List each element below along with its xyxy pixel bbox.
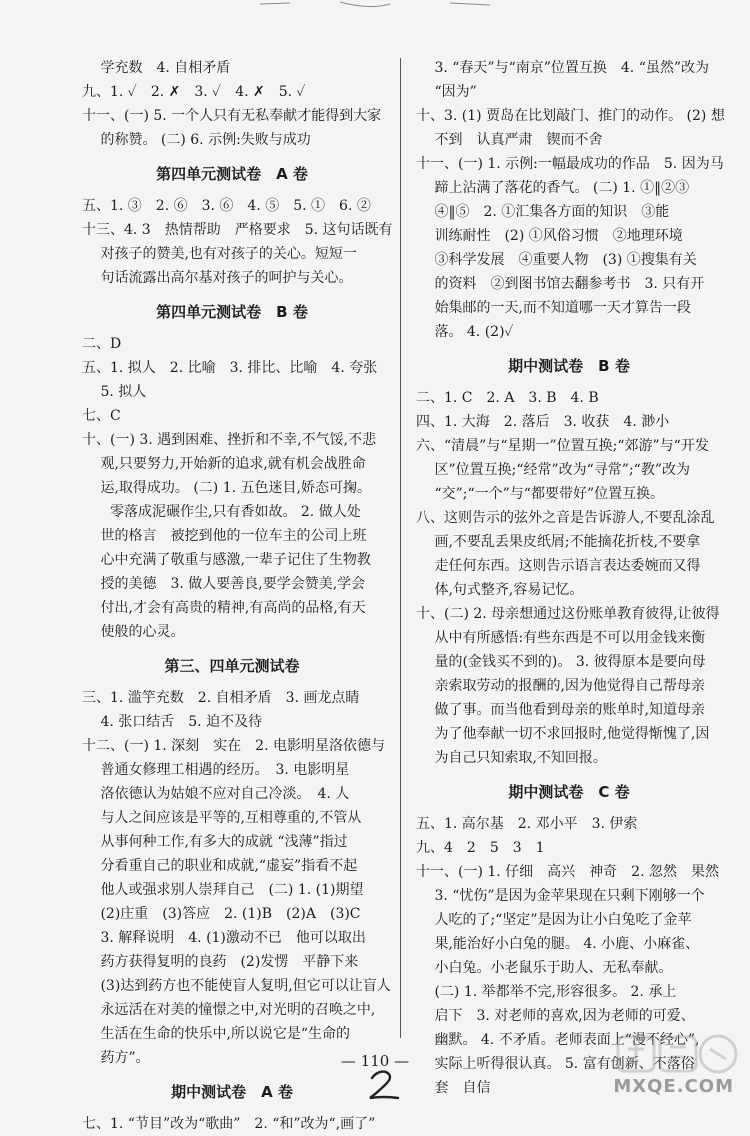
left-block-3 [82,332,382,644]
right-column [416,56,725,1100]
answer-line: 七、C [82,408,121,424]
answer-line: 九、1. ✓ 2. ✗ 3. ✓ 4. ✗ 5. ✓ [82,84,306,100]
answer-line: 做了事。而当他看到母亲的账单时,知道母亲 [416,702,705,718]
answer-line: 零落成泥碾作尘,只有香如故。 2. 做人处 [82,504,361,520]
answer-line: 十一、(一) 1. 示例:一幅最成功的作品 5. 因为马 [416,156,724,172]
watermark-url: MXQE.COM [613,1076,734,1097]
answer-line: 果,能治好小白兔的腿。 4. 小鹿、小麻雀、 [416,936,700,952]
section-heading: 第四单元测试卷 A 卷 [156,165,308,183]
answer-line: ④‖⑤ 2. ①汇集各方面的知识 ③能 [416,204,670,220]
answer-line: 永远活在对美的憧憬之中,对光明的召唤之中, [82,1002,376,1018]
answer-line: 付出,才会有高贵的精神,有高尚的品格,有天 [82,600,366,616]
left-column [82,56,393,1136]
answer-line: 八、这则告示的弦外之音是告诉游人,不要乱涂乱 [416,510,715,526]
answer-line: 体,句式整齐,容易记忆。 [416,582,584,598]
answer-line: 分看重自己的职业和成就,“虚妄”指看不起 [82,858,358,874]
answer-line: 从中有所感悟:有些东西是不可以用金钱来衡 [416,630,706,646]
answer-line: 4. 张口结舌 5. 迫不及待 [82,714,263,730]
answer-line: 十二、(一) 1. 深刻 实在 2. 电影明星洛依德与 [82,738,385,754]
answer-line: 药方获得复明的良药 (2)发愣 平静下来 [82,954,359,970]
answer-line: 五、1. 高尔基 2. 邓小平 3. 伊索 [416,816,638,832]
answer-line: 药方”。 [82,1050,150,1066]
left-block-4 [82,686,391,1070]
answer-line: 套 自信 [416,1080,491,1096]
answer-line: 观,只要努力,开始新的追求,就有机会战胜命 [82,456,366,472]
answer-line: 与人之间应该是平等的,互相尊重的,不管从 [82,810,362,826]
answer-line: 小白兔。小老鼠乐于助人、无私奉献。 [416,960,673,976]
answer-line: 心中充满了敬重与感激,一辈子记住了生物教 [82,552,371,568]
answer-line: 区”位置互换;“经常”改为“寻常”;“教”改为 [416,462,690,478]
answer-line: 走任何东西。这则告示语言表达委婉而又得 [416,558,701,574]
answer-line: 不到 认真严肃 锲而不舍 [416,132,603,148]
answer-line: 运,取得成功。 (二) 1. 五色迷目,娇态可掬。 [82,480,371,496]
right-block-1 [416,56,725,344]
answer-line: 蹄上沾满了落花的香气。 (二) 1. ①‖②③ [416,180,690,196]
answer-line: 3. “忧伤”是因为金苹果现在只剩下刚够一个 [416,888,705,904]
answer-line: 的资料 ②到图书馆去翻参考书 3. 只有开 [416,276,705,292]
answer-line: 五、1. ③ 2. ⑥ 3. ⑥ 4. ⑤ 5. ① 6. ② [82,198,371,214]
answer-line: 世的格言 被挖到他的一位车主的公司上班 [82,528,367,544]
answer-line: 四、1. 大海 2. 落后 3. 收获 4. 渺小 [416,414,670,430]
answer-line: (3)达到药方也不能使盲人复明,但它可以让盲人 [82,978,391,994]
column-divider [400,58,401,1038]
answer-line: (二) 1. 举都举不完,形容很多。 2. 承上 [416,984,677,1000]
answer-line: 六、“清晨”与“星期一”位置互换;“郊游”与“开发 [416,438,709,454]
answer-line: 生活在生命的快乐中,所以说它是“生命的 [82,1026,351,1042]
left-block-2 [82,194,393,290]
section-heading: 第三、四单元测试卷 [164,657,300,675]
answer-line: 5. 拟人 [82,384,147,400]
answer-line: 九、4 2 5 3 1 [416,840,545,856]
section-heading: 期中测试卷 B 卷 [508,357,630,375]
answer-line: 始集邮的一天,而不知道哪一天才算告一段 [416,300,691,316]
answer-line: “交”;“一个”与“都要带好”位置互换。 [416,486,665,502]
answer-line: 3. 解释说明 4. (1)激动不已 他可以取出 [82,930,366,946]
answer-line: 十一、(一) 5. 一个人只有无私奉献才能得到大家 [82,108,382,124]
answer-line: 普通女修理工相遇的经历。 3. 电影明星 [82,762,350,778]
answer-line: 量的(金钱买不到的)。 3. 彼得原本是要向母 [416,654,706,670]
answer-line: 从事何种工作,有多大的成就 “浅薄”指过 [82,834,348,850]
right-block-2 [416,386,722,770]
answer-line: 十一、(一) 1. 仔细 高兴 神奇 2. 忽然 果然 [416,864,719,880]
answer-line: 洛依德认为姑娘不应对自己冷淡。 4. 人 [82,786,350,802]
answer-line: 落。 4. (2)✓ [416,324,514,340]
answer-line: 十、(二) 2. 母亲想通过这份账单教育彼得,让彼得 [416,606,720,622]
answer-line: 启下 3. 对老师的喜欢,因为老师的可爱、 [416,1008,695,1024]
answer-line: 亲索取劳动的报酬的,因为他觉得自己帮母亲 [416,678,705,694]
left-block-1 [82,56,382,152]
answer-line: 的称赞。 (二) 6. 示例:失败与成功 [82,132,311,148]
answer-line: 训练耐性 (2) ①风俗习惯 ②地理环境 [416,228,683,244]
answer-line: 为了他奉献一切不求回报时,他觉得惭愧了,因 [416,726,710,742]
answer-line: 为自己只知索取,不知回报。 [416,750,607,766]
answer-line: 学充数 4. 自相矛盾 [82,60,231,76]
answer-line: 实际上听得很认真。 5. 富有创新、不落俗 [416,1056,695,1072]
answer-line: 五、1. 拟人 2. 比喻 3. 排比、比喻 4. 夸张 [82,360,378,376]
answer-line: 授的美德 3. 做人要善良,要学会赞美,学会 [82,576,366,592]
answer-line: 幽默。 4. 不矛盾。老师表面上“漫不经心”, [416,1032,700,1048]
answer-line: 十、3. (1) 贾岛在比划敲门、推门的动作。 (2) 想 [416,108,725,124]
answer-line: 三、1. 滥竽充数 2. 自相矛盾 3. 画龙点睛 [82,690,360,706]
answer-line: 使般的心灵。 [82,624,185,640]
answer-line: 十、(一) 3. 遇到困难、挫折和不幸,不气馁,不悲 [82,432,377,448]
answer-line: 十三、4. 3 热情帮助 严格要求 5. 这句话既有 [82,222,393,238]
handwritten-mark [366,1068,402,1102]
section-heading: 期中测试卷 A 卷 [171,1083,293,1101]
answer-line: 他人或强求别人崇拜自己 (二) 1. (1)期望 [82,882,364,898]
answer-line: 画,不要乱丢果皮纸屑;不能摘花折枝,不要拿 [416,534,701,550]
section-heading: 期中测试卷 C 卷 [508,783,630,801]
answer-line: 3. “春天”与“南京”位置互换 4. “虽然”改为 [416,60,710,76]
answer-line: 二、D [82,336,122,352]
answer-line: ③科学发展 ④重要人物 (3) ①搜集有关 [416,252,697,268]
answer-line: “因为” [416,84,477,100]
answer-line: 二、1. C 2. A 3. B 4. B [416,390,599,406]
answer-line: 七、1. “节目”改为“歌曲” 2. “和”改为“,画了” [82,1116,376,1132]
page-number: — 110 — [340,1052,410,1070]
answer-line: 句话流露出高尔基对孩子的呵护与关心。 [82,270,353,286]
left-block-5 [82,1112,382,1136]
answer-line: 人吃的了;“坚定”是因为让小白兔吃了金苹 [416,912,692,928]
answer-line: (2)庄重 (3)答应 2. (1)B (2)A (3)C [82,906,361,922]
section-heading: 第四单元测试卷 B 卷 [156,303,308,321]
answer-line: 对孩子的赞美,也有对孩子的关心。短短一 [82,246,357,262]
top-edge-scribble [250,0,510,20]
